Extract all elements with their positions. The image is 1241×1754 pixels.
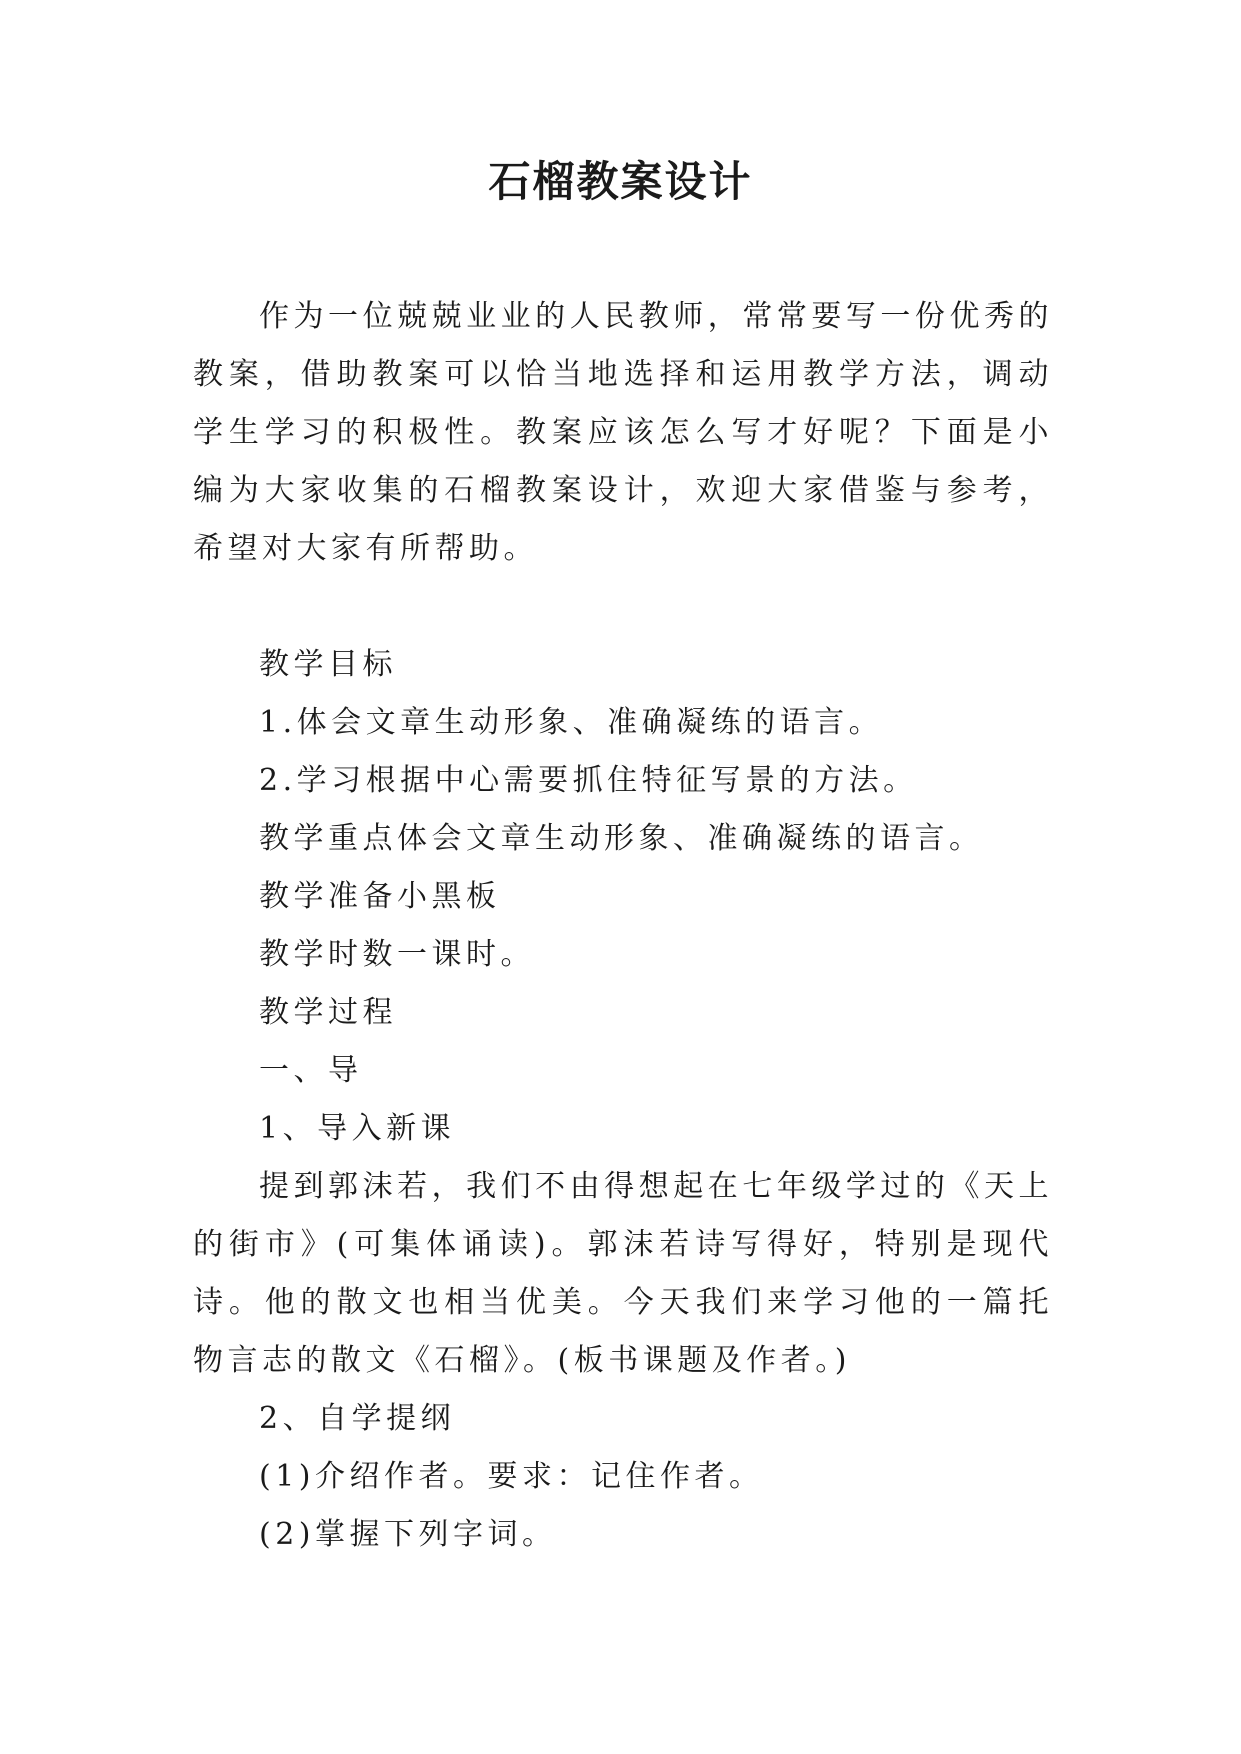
paragraph-gap <box>193 578 1053 636</box>
objective-item-1: 1.体会文章生动形象、准确凝练的语言。 <box>259 705 884 740</box>
guo-moruo-paragraph: 提到郭沫若，我们不由得想起在七年级学过的《天上的街市》(可集体诵读)。郭沫若诗写得好，特别是现代诗。他的散文也相当优美。今天我们来学习他的一篇托物言志的散文《石榴》。(板书课题及作者。) <box>193 1169 1053 1378</box>
intro-paragraph: 作为一位兢兢业业的人民教师，常常要写一份优秀的教案，借助教案可以恰当地选择和运用教学方法，调动学生学习的积极性。教案应该怎么写才好呢？下面是小编为大家收集的石榴教案设计，欢迎大家借鉴与参考，希望对大家有所帮助。 <box>193 299 1053 566</box>
teaching-focus: 教学重点体会文章生动形象、准确凝练的语言。 <box>259 821 984 856</box>
teaching-preparation: 教学准备小黑板 <box>259 879 501 914</box>
document-body <box>193 288 1053 1564</box>
teaching-hours: 教学时数一课时。 <box>259 937 535 972</box>
self-study-item-2: (2)掌握下列字词。 <box>259 1517 557 1552</box>
section-heading-objectives: 教学目标 <box>259 647 397 682</box>
document-title: 石榴教案设计 <box>488 157 753 206</box>
step-item-self-study: 2、自学提纲 <box>259 1401 456 1436</box>
self-study-item-1: (1)介绍作者。要求：记住作者。 <box>259 1459 764 1494</box>
objective-item-2: 2.学习根据中心需要抓住特征写景的方法。 <box>259 763 918 798</box>
section-heading-process: 教学过程 <box>259 995 397 1030</box>
step-item-introduce-lesson: 1、导入新课 <box>259 1111 456 1146</box>
step-heading-guide: 一、导 <box>259 1053 363 1088</box>
